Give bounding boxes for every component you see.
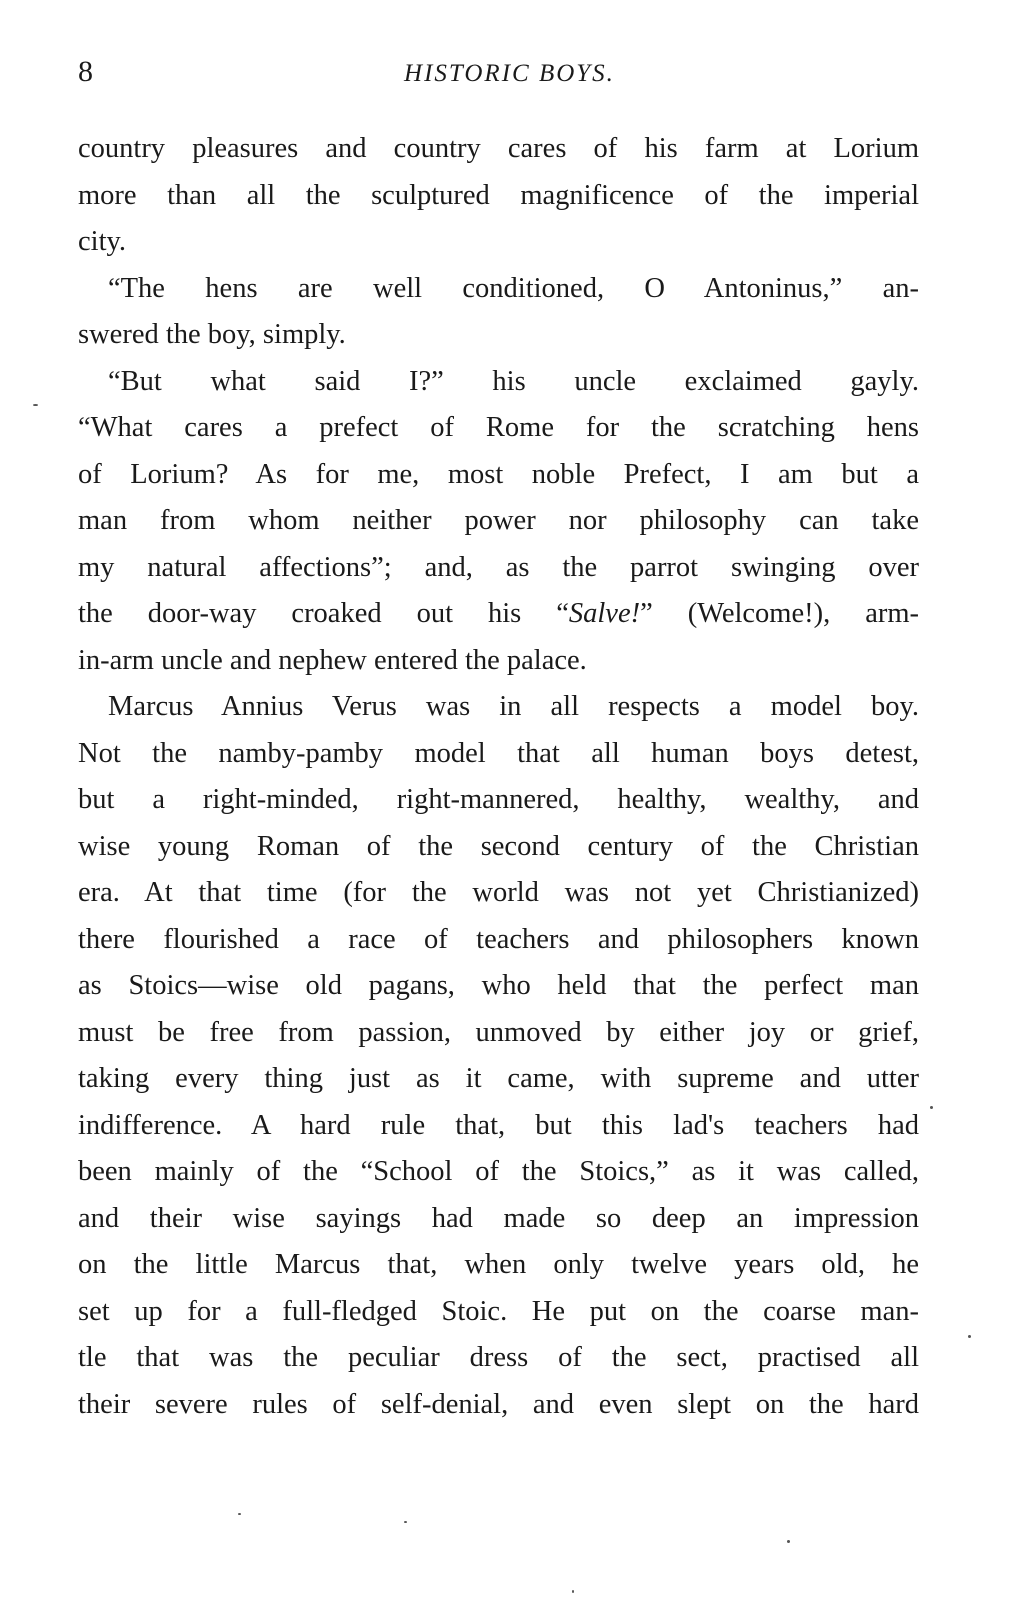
text-line: swered the boy, simply.: [78, 319, 346, 350]
text-line: man from whom neither power nor philosophy can take: [78, 505, 919, 536]
text-segment: ” (Welcome!), arm-: [640, 598, 919, 629]
text-line: as Stoics—wise old pagans, who held that the perfect man: [78, 970, 919, 1001]
text-line: of Lorium? As for me, most noble Prefect, I am but a: [78, 458, 919, 490]
text-line: their severe rules of self-denial, and even slept on the hard: [78, 1388, 919, 1420]
text-line: more than all the sculptured magnificence of the imperial: [78, 179, 919, 211]
page-number: 8: [78, 55, 93, 88]
text-line: my natural affections”; and, as the parrot swinging over: [78, 551, 919, 583]
text-line: taking every thing just as it came, with supreme and utter: [78, 1063, 919, 1094]
text-line: on the little Marcus that, when only twelve years old, he: [78, 1249, 919, 1280]
scan-speck: [787, 1540, 790, 1543]
scan-speck: [33, 404, 38, 406]
text-line: “What cares a prefect of Rome for the scratching hens: [78, 412, 919, 443]
scan-speck: [238, 1513, 241, 1515]
text-line: in-arm uncle and nephew entered the palace.: [78, 644, 587, 676]
text-line: country pleasures and country cares of his farm at Lorium: [78, 133, 919, 164]
text-line: “But what said I?” his uncle exclaimed gayly.: [108, 365, 919, 397]
text-line: Not the namby-pamby model that all human boys detest,: [78, 737, 919, 769]
text-line-with-italic: [78, 591, 919, 638]
scan-speck: [572, 1590, 574, 1593]
text-line: and their wise sayings had made so deep an impression: [78, 1202, 919, 1234]
scan-speck: [404, 1521, 407, 1523]
text-line: era. At that time (for the world was not yet Christianized): [78, 877, 919, 908]
text-line: set up for a full-fledged Stoic. He put on the coarse man-: [78, 1295, 919, 1327]
text-line: “The hens are well conditioned, O Antoninus,” an-: [108, 272, 919, 304]
text-line: indifference. A hard rule that, but this lad's teachers had: [78, 1109, 919, 1141]
text-segment: the door-way croaked out his “: [78, 598, 569, 629]
text-line: wise young Roman of the second century of the Christian: [78, 830, 919, 862]
text-line: tle that was the peculiar dress of the sect, practised all: [78, 1342, 919, 1373]
text-line: must be free from passion, unmoved by either joy or grief,: [78, 1016, 919, 1048]
body-text: [78, 126, 919, 1428]
text-line: there flourished a race of teachers and philosophers known: [78, 923, 919, 955]
scan-speck: [930, 1106, 933, 1109]
italic-latin-word: Salve!: [568, 598, 641, 629]
text-line: Marcus Annius Verus was in all respects a model boy.: [108, 691, 919, 722]
scan-speck: [968, 1335, 971, 1338]
text-line: but a right-minded, right-mannered, healthy, wealthy, and: [78, 784, 919, 815]
running-title: HISTORIC BOYS.: [404, 60, 615, 87]
text-line: city.: [78, 226, 127, 257]
text-line: been mainly of the “School of the Stoics,” as it was called,: [78, 1156, 919, 1187]
